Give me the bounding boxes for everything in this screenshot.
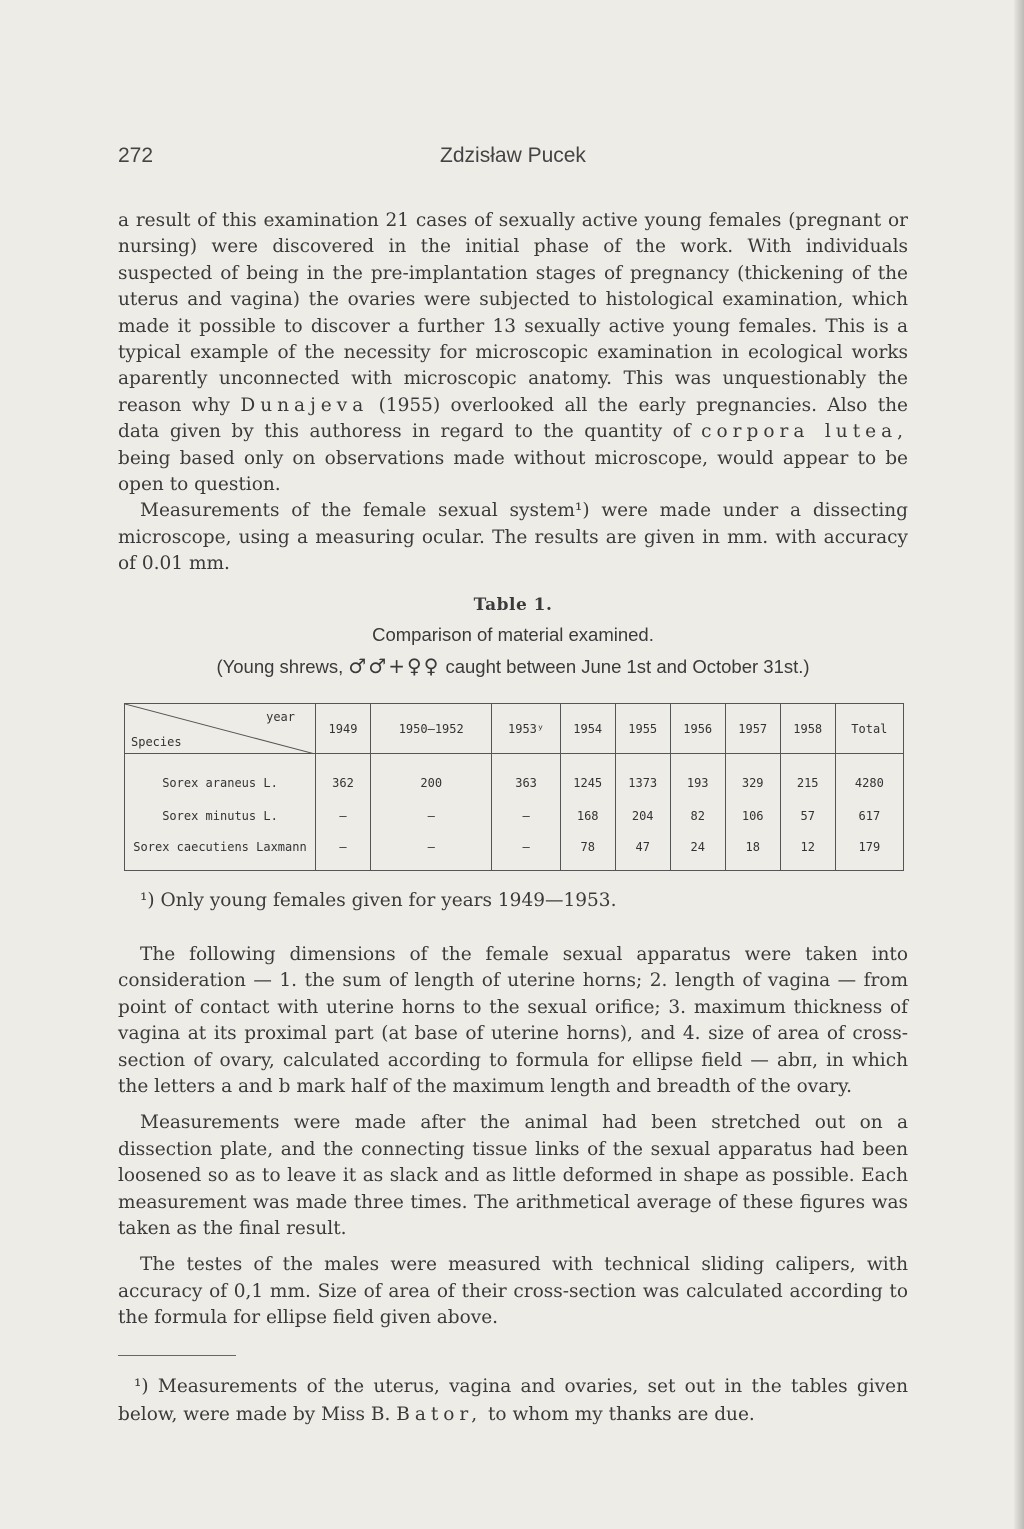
value-cell: 204 xyxy=(615,802,670,830)
col-header: 1957 xyxy=(725,704,780,754)
paragraph-1: a result of this examination 21 cases of sexually active young females (pregnant or nursing) were discovered in the initial phase of the work. With individuals suspected of being in the pre-implantation stages of pregnancy (thickening of the uterus and vagina) the ovaries were subjected to histological examination, which made it possible to discover a further 13 sexually active young females. This is a typical example of the necessity for microscopic examination in ecological works aparently unconnected with microscopic anatomy. This was unquestionably the reason why Dunajeva (1955) overlooked all the early pregnancies. Also the data given by this authoress in regard to the quantity of corpora lutea, being based only on observations made without microscope, would appear to be open to question. xyxy=(118,210,908,496)
value-cell: 193 xyxy=(670,754,725,803)
paragraph-5: The testes of the males were measured with technical sliding calipers, with accuracy of 0,1 mm. Size of area of their cross-section was calculated according to the formula for ellipse field given above. xyxy=(118,1254,908,1329)
value-cell: – xyxy=(316,802,371,830)
body-text-top xyxy=(118,208,908,680)
value-cell: – xyxy=(316,830,371,871)
value-cell: 12 xyxy=(780,830,835,871)
value-cell: – xyxy=(371,830,492,871)
value-cell: 18 xyxy=(725,830,780,871)
col-header-total: Total xyxy=(835,704,903,754)
col-header: 1950–1952 xyxy=(371,704,492,754)
paragraph-3: The following dimensions of the female sexual apparatus were taken into consideration — 1. the sum of length of uterine horns; 2. length of vagina — from point of contact with uterine horns to the sexual orifice; 3. maximum thickness of vagina at its proximal part (at base of uterine horns), and 4. size of area of cross-section of ovary, calculated according to formula for ellipse field — abπ, in which the letters a and b mark half of the maximum length and breadth of the ovary. xyxy=(118,944,908,1098)
page-footnote: ¹) Measurements of the uterus, vagina and ovaries, set out in the tables given below, were made by Miss B. Bator, to whom my thanks are due. xyxy=(118,1376,908,1425)
term-spaced: corpora lutea, xyxy=(701,421,908,443)
table-caption: Comparison of material examined. xyxy=(372,624,654,646)
value-cell: 57 xyxy=(780,802,835,830)
sex-symbols: ♂♂+♀♀ xyxy=(348,653,441,678)
comparison-table xyxy=(124,703,904,871)
value-cell: 47 xyxy=(615,830,670,871)
author-name-spaced: Dunajeva xyxy=(240,394,369,416)
value-cell: 24 xyxy=(670,830,725,871)
value-cell: 215 xyxy=(780,754,835,803)
species-cell: Sorex caecutiens Laxmann xyxy=(125,830,316,871)
value-cell: 329 xyxy=(725,754,780,803)
col-header: 1956 xyxy=(670,704,725,754)
author-name: Zdzisław Pucek xyxy=(440,144,586,167)
value-cell: 78 xyxy=(560,830,615,871)
paragraph-2: Measurements of the female sexual system¹) were made under a dissecting microscope, using a measuring ocular. The results are given in mm. with accuracy of 0.01 mm. xyxy=(118,500,908,575)
body-text-bottom xyxy=(118,942,908,1342)
value-cell: 363 xyxy=(492,754,560,803)
table-title: Table 1. xyxy=(473,594,553,615)
table-header-row xyxy=(125,704,904,754)
value-cell: 4280 xyxy=(835,754,903,803)
col-header: 1949 xyxy=(316,704,371,754)
page-edge-shadow xyxy=(1014,0,1024,1529)
corner-species-label: Species xyxy=(131,735,182,749)
footnote-rule xyxy=(118,1355,236,1356)
value-cell: – xyxy=(371,802,492,830)
col-header: 1954 xyxy=(560,704,615,754)
value-cell: 1245 xyxy=(560,754,615,803)
species-cell: Sorex minutus L. xyxy=(125,802,316,830)
value-cell: 1373 xyxy=(615,754,670,803)
value-cell: 106 xyxy=(725,802,780,830)
col-header: 1953ʸ xyxy=(492,704,560,754)
col-header: 1958 xyxy=(780,704,835,754)
corner-year-label: year xyxy=(266,710,295,724)
value-cell: 82 xyxy=(670,802,725,830)
table-row xyxy=(125,754,904,803)
paragraph-4: Measurements were made after the animal had been stretched out on a dissection plate, and the connecting tissue links of the sexual apparatus had been loosened so as to leave it as slack and as little deformed in shape as possible. Each measurement was made three times. The arithmetical average of these figures was taken as the final result. xyxy=(118,1112,908,1240)
value-cell: 617 xyxy=(835,802,903,830)
table-row xyxy=(125,830,904,871)
value-cell: – xyxy=(492,802,560,830)
page-number: 272 xyxy=(118,144,154,167)
value-cell: – xyxy=(492,830,560,871)
table-footnote: ¹) Only young females given for years 1949—1953. xyxy=(140,890,617,911)
value-cell: 168 xyxy=(560,802,615,830)
col-header: 1955 xyxy=(615,704,670,754)
value-cell: 179 xyxy=(835,830,903,871)
table-corner-cell xyxy=(125,704,316,754)
running-header xyxy=(118,144,908,174)
table-subcaption: (Young shrews, ♂♂+♀♀ caught between June 1st and October 31st.) xyxy=(216,653,810,678)
value-cell: 362 xyxy=(316,754,371,803)
helper-name-spaced: Bator, xyxy=(396,1404,483,1425)
value-cell: 200 xyxy=(371,754,492,803)
species-cell: Sorex araneus L. xyxy=(125,754,316,803)
table-row xyxy=(125,802,904,830)
